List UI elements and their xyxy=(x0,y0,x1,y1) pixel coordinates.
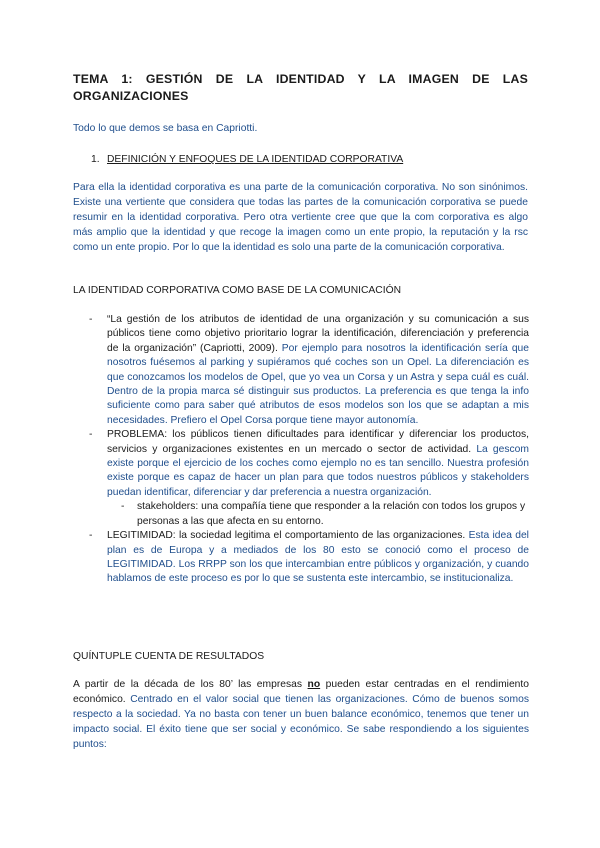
bullet-dash: - xyxy=(89,429,93,441)
results-paragraph xyxy=(73,677,529,752)
bullet-dash: - xyxy=(89,530,93,542)
results-note: Centrado en el valor social que tienen las organizaciones. Cómo de buenos somos respecto a la sociedad. Ya no basta con tener un buen balance económico, tenemos que tener un impacto social. El éxito tiene que ser social y económico. Se sabe respondiendo a los siguientes puntos: xyxy=(73,694,529,750)
sub-list-item xyxy=(109,500,529,529)
example-note: Por ejemplo para nosotros la identificación sería que nosotros fuésemos al parking y supiéramos qué coches son un Opel. La diferenciación es que conozcamos los modelos de Opel, que yo vea un Corsa y un Astra y sepa cuál es cuál. Dentro de la propia marca sé distinguir sus productos. La preferencia es que tenga la info suficiente como para saber qué atributos de esos modelos son los que se adaptan a mis necesidades. Prefiero el Opel Corsa porque tiene mayor autonomía. xyxy=(107,342,530,426)
definition-paragraph: Para ella la identidad corporativa es una parte de la comunicación corporativa. No son sinónimos. Existe una vertiente que considera que todas las partes de la comunicación corporativa se puede resumir en la identidad corporativa. Pero otra vertiente cree que que la com corporativa es algo más amplio que la identidad y que recoge la imagen como un ente propio, la reputación y la rsc como un ente propio. Por lo que la identidad es solo una parte de la comunicación corporativa. xyxy=(73,182,528,253)
results-text-b: pueden estar centradas en el rendimiento económico. xyxy=(73,679,529,705)
document-title: TEMA 1: GESTIÓN DE LA IDENTIDAD Y LA IMAGEN DE LAS ORGANIZACIONES xyxy=(73,72,528,103)
problem-text: PROBLEMA: los públicos tienen dificultades para identificar y diferenciar los productos, servicios y organizaciones existentes en un mercado o sector de actividad. xyxy=(107,429,529,455)
subheading-quintuple: QUÍNTUPLE CUENTA DE RESULTADOS xyxy=(73,651,265,662)
stakeholders-text: stakeholders: una compañía tiene que responder a la relación con todos los grupos y personas a las que afecta en su entorno. xyxy=(137,501,526,527)
bullet-dash: - xyxy=(121,501,125,513)
problem-note: La gescom existe porque el ejercicio de los coches como ejemplo no es tan sencillo. Nuestra profesión existe porque es capaz de hacer un plan para que todos nuestros públicos y stakeholders puedan identificar, diferenciar y dar preferencia a nuestra organización. xyxy=(107,443,529,498)
list-item xyxy=(89,428,529,500)
legitimacy-note: Esta idea del plan es de Europa y a mediados de los 80 esto se conoció como el proceso de LEGITIMIDAD. Los RRPP son los que intercambian entre públicos y organización, y cuando hablamos de este proceso es por lo que se sustenta este intercambio, se institucionaliza. xyxy=(107,530,529,585)
emphasis-no: no xyxy=(307,679,321,690)
section-number: 1. xyxy=(91,154,100,165)
legitimacy-text: LEGITIMIDAD: la sociedad legitima el comportamiento de las organizaciones. xyxy=(107,530,466,542)
results-text-a: A partir de la década de los 80’ las empresas xyxy=(73,679,303,690)
list-item xyxy=(89,313,529,428)
quote-text: “La gestión de los atributos de identidad de una organización y su comunicación a sus públicos tiene como objetivo prioritario lograr la identificación, diferenciación y preferencia de la organización” (Capriotti, 2009). xyxy=(107,314,529,354)
section-title: DEFINICIÓN Y ENFOQUES DE LA IDENTIDAD CORPORATIVA xyxy=(107,154,404,165)
bullet-list xyxy=(89,313,529,587)
intro-line: Todo lo que demos se basa en Capriotti. xyxy=(73,123,258,134)
subheading-identity-base: LA IDENTIDAD CORPORATIVA COMO BASE DE LA COMUNICACIÓN xyxy=(73,285,402,296)
list-item xyxy=(89,529,529,587)
bullet-dash: - xyxy=(89,314,93,325)
section-heading-1 xyxy=(91,152,403,167)
